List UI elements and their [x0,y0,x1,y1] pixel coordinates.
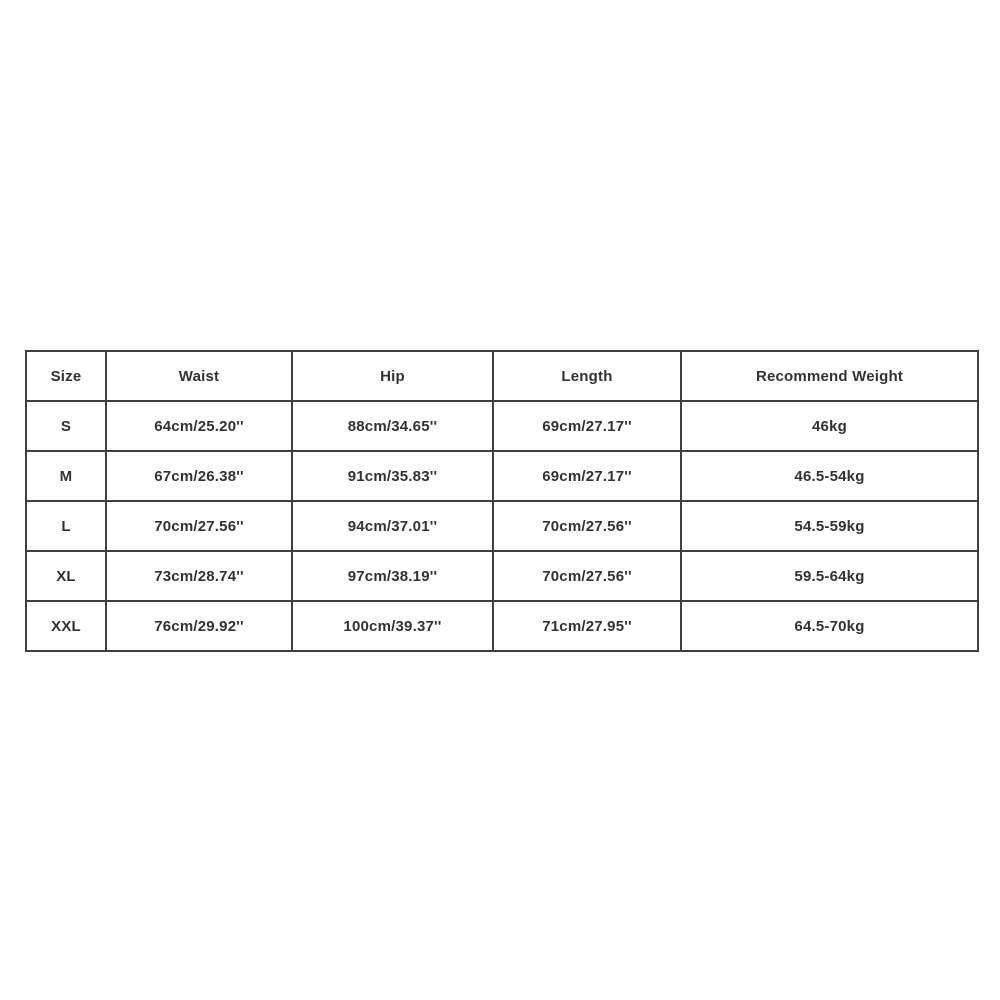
cell-length: 70cm/27.56'' [493,551,681,601]
cell-weight: 59.5-64kg [681,551,978,601]
cell-waist: 73cm/28.74'' [106,551,292,601]
cell-weight: 54.5-59kg [681,501,978,551]
header-hip: Hip [292,351,493,401]
header-waist: Waist [106,351,292,401]
table-row-m [26,451,978,501]
cell-size: M [26,451,106,501]
table-row-s [26,401,978,451]
table-row-l [26,501,978,551]
cell-size: XXL [26,601,106,651]
cell-waist: 76cm/29.92'' [106,601,292,651]
cell-size: S [26,401,106,451]
size-chart-table [25,350,979,652]
cell-size: XL [26,551,106,601]
cell-size: L [26,501,106,551]
cell-length: 69cm/27.17'' [493,401,681,451]
table-row-xxl [26,601,978,651]
table-header-row [26,351,978,401]
cell-weight: 46.5-54kg [681,451,978,501]
cell-length: 70cm/27.56'' [493,501,681,551]
header-length: Length [493,351,681,401]
cell-length: 71cm/27.95'' [493,601,681,651]
cell-weight: 46kg [681,401,978,451]
table-row-xl [26,551,978,601]
cell-waist: 67cm/26.38'' [106,451,292,501]
size-chart-container [25,350,977,650]
cell-hip: 100cm/39.37'' [292,601,493,651]
header-recommend-weight: Recommend Weight [681,351,978,401]
cell-hip: 88cm/34.65'' [292,401,493,451]
cell-weight: 64.5-70kg [681,601,978,651]
header-size: Size [26,351,106,401]
cell-hip: 94cm/37.01'' [292,501,493,551]
cell-waist: 70cm/27.56'' [106,501,292,551]
cell-hip: 97cm/38.19'' [292,551,493,601]
cell-length: 69cm/27.17'' [493,451,681,501]
cell-waist: 64cm/25.20'' [106,401,292,451]
cell-hip: 91cm/35.83'' [292,451,493,501]
